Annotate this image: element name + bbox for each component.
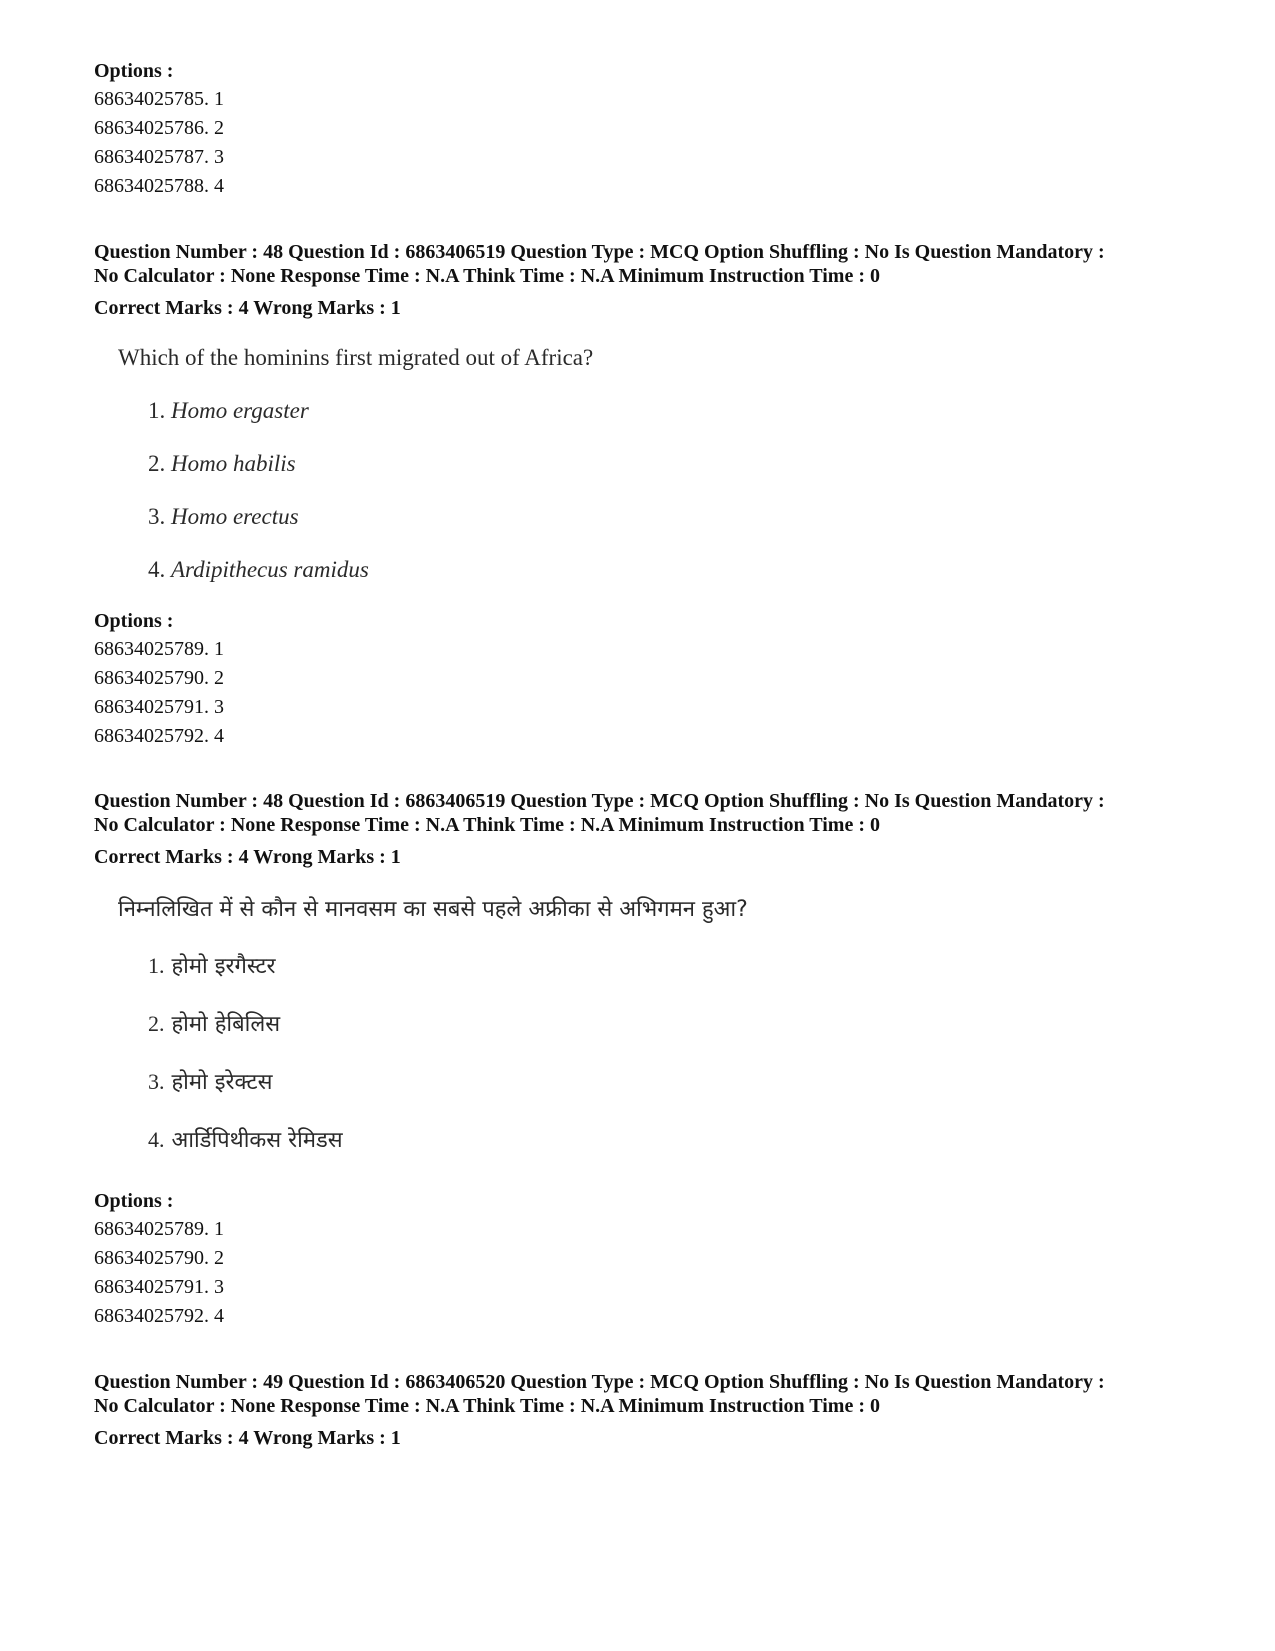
choice-item	[148, 554, 369, 586]
choice-text: होमो इरगैस्टर	[171, 954, 276, 979]
choice-number: 3.	[148, 1069, 165, 1094]
question-meta-line-2: No Calculator : None Response Time : N.A Think Time : N.A Minimum Instruction Time : 0	[94, 814, 880, 836]
choice-item	[148, 501, 299, 533]
option-item: 68634025789. 1	[94, 1218, 224, 1240]
question-48-en-body	[118, 342, 1118, 582]
choice-number: 4.	[148, 557, 166, 582]
question-48-hi-options	[94, 1187, 1214, 1331]
option-item: 68634025785. 1	[94, 88, 224, 110]
choice-number: 3.	[148, 504, 166, 529]
question-48-en-options	[94, 607, 1214, 751]
choice-text: Homo erectus	[171, 504, 299, 529]
option-item: 68634025790. 2	[94, 1247, 224, 1269]
option-item: 68634025790. 2	[94, 667, 224, 689]
previous-question-options	[94, 57, 1214, 201]
question-48-en-header	[94, 240, 1214, 322]
option-item: 68634025792. 4	[94, 725, 224, 747]
question-48-hi-body	[118, 893, 1118, 1153]
option-item: 68634025791. 3	[94, 696, 224, 718]
options-heading: Options :	[94, 1190, 174, 1212]
choice-item	[148, 1007, 280, 1042]
marks-line: Correct Marks : 4 Wrong Marks : 1	[94, 297, 401, 319]
marks-line: Correct Marks : 4 Wrong Marks : 1	[94, 846, 401, 868]
question-meta-line-1: Question Number : 49 Question Id : 6863406520 Question Type : MCQ Option Shuffling : No Is Question Mandatory :	[94, 1371, 1105, 1393]
choice-number: 2.	[148, 1011, 165, 1036]
choice-text: होमो इरेक्टस	[171, 1070, 273, 1095]
option-item: 68634025791. 3	[94, 1276, 224, 1298]
option-item: 68634025788. 4	[94, 175, 224, 197]
question-text: Which of the hominins first migrated out of Africa?	[118, 345, 594, 370]
choice-text: Ardipithecus ramidus	[171, 557, 369, 582]
question-meta-line-1: Question Number : 48 Question Id : 6863406519 Question Type : MCQ Option Shuffling : No Is Question Mandatory :	[94, 241, 1105, 263]
question-meta-line-2: No Calculator : None Response Time : N.A Think Time : N.A Minimum Instruction Time : 0	[94, 1395, 880, 1417]
marks-line: Correct Marks : 4 Wrong Marks : 1	[94, 1427, 401, 1449]
choice-item	[148, 448, 296, 480]
options-heading: Options :	[94, 610, 174, 632]
question-48-hi-header	[94, 789, 1214, 871]
option-item: 68634025789. 1	[94, 638, 224, 660]
choice-text: आर्डिपिथीकस रेमिडस	[171, 1128, 343, 1153]
choice-text: Homo habilis	[171, 451, 296, 476]
choice-number: 1.	[148, 398, 166, 423]
choice-item	[148, 1065, 272, 1100]
choice-text: होमो हेबिलिस	[171, 1012, 281, 1037]
choice-item	[148, 1123, 343, 1158]
option-item: 68634025786. 2	[94, 117, 224, 139]
question-text: निम्नलिखित में से कौन से मानवसम का सबसे पहले अफ्रीका से अभिगमन हुआ?	[118, 897, 748, 922]
choice-number: 2.	[148, 451, 166, 476]
choice-number: 4.	[148, 1127, 165, 1152]
option-item: 68634025792. 4	[94, 1305, 224, 1327]
choice-number: 1.	[148, 953, 165, 978]
choice-item	[148, 949, 276, 984]
question-meta-line-2: No Calculator : None Response Time : N.A Think Time : N.A Minimum Instruction Time : 0	[94, 265, 880, 287]
option-item: 68634025787. 3	[94, 146, 224, 168]
question-49-header	[94, 1370, 1214, 1452]
choice-text: Homo ergaster	[171, 398, 309, 423]
options-heading: Options :	[94, 60, 174, 82]
choice-item	[148, 395, 309, 427]
question-meta-line-1: Question Number : 48 Question Id : 6863406519 Question Type : MCQ Option Shuffling : No Is Question Mandatory :	[94, 790, 1105, 812]
